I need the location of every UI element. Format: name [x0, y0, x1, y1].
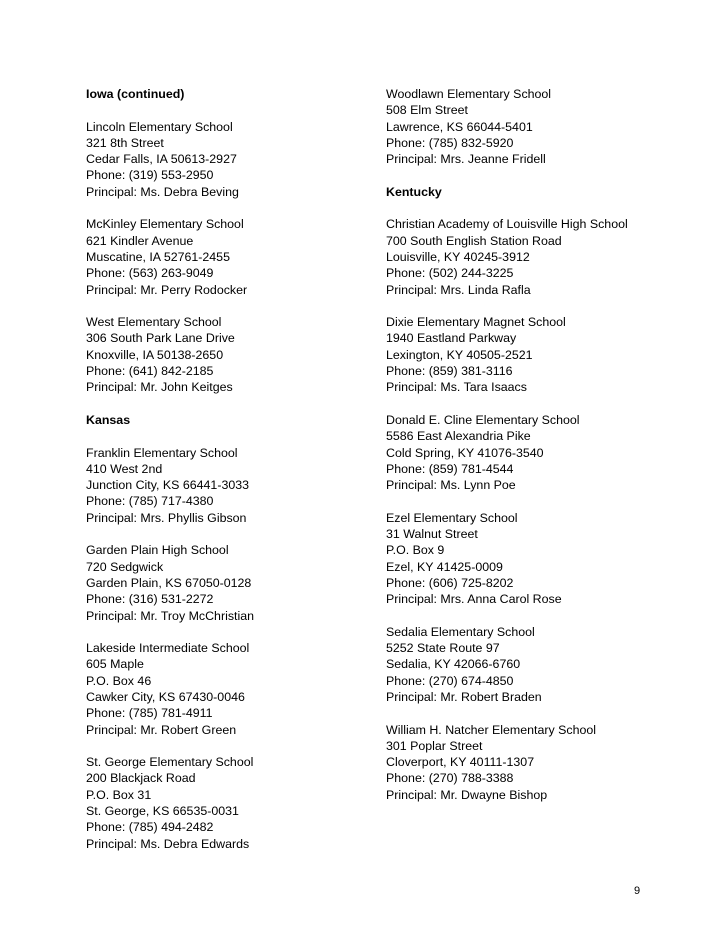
school-city: Lexington, KY 40505-2521: [386, 347, 533, 362]
school-address-line: 508 Elm Street: [386, 103, 468, 118]
school-address-line: 605 Maple: [86, 657, 144, 672]
school-entry: [86, 542, 376, 623]
school-entry: [386, 722, 706, 803]
school-address-line: P.O. Box 46: [86, 673, 152, 688]
school-entry: [386, 86, 706, 167]
school-phone: Phone: (563) 263-9049: [86, 266, 214, 281]
school-phone: Phone: (319) 553-2950: [86, 168, 214, 183]
page-number: 9: [634, 885, 641, 897]
school-entry: [86, 314, 376, 395]
school-phone: Phone: (641) 842-2185: [86, 364, 214, 379]
school-address-line: 306 South Park Lane Drive: [86, 331, 235, 346]
school-principal: Principal: Mr. Troy McChristian: [86, 608, 254, 623]
school-name: Donald E. Cline Elementary School: [386, 412, 580, 427]
school-name: Woodlawn Elementary School: [386, 87, 552, 101]
school-principal: Principal: Ms. Tara Isaacs: [386, 380, 527, 395]
school-city: Louisville, KY 40245-3912: [386, 249, 530, 264]
school-name: Garden Plain High School: [86, 543, 229, 558]
school-address-line: 5586 East Alexandria Pike: [386, 429, 531, 444]
school-entry: [386, 624, 706, 705]
school-principal: Principal: Mr. Robert Braden: [386, 689, 542, 704]
school-name: Christian Academy of Louisville High School: [386, 217, 628, 232]
school-address-line: P.O. Box 31: [86, 787, 152, 802]
school-principal: Principal: Mrs. Jeanne Fridell: [386, 152, 546, 167]
school-entry: [386, 412, 706, 493]
school-name: Dixie Elementary Magnet School: [386, 315, 566, 330]
school-phone: Phone: (502) 244-3225: [386, 266, 514, 281]
continued-state-heading: Iowa (continued): [86, 87, 185, 101]
school-address-line: 700 South English Station Road: [386, 233, 562, 248]
school-principal: Principal: Ms. Debra Beving: [86, 184, 239, 199]
school-principal: Principal: Ms. Debra Edwards: [86, 836, 250, 851]
school-principal: Principal: Mrs. Linda Rafla: [386, 282, 531, 297]
school-name: Franklin Elementary School: [86, 445, 238, 460]
school-phone: Phone: (785) 494-2482: [86, 820, 214, 835]
school-name: Sedalia Elementary School: [386, 624, 535, 639]
school-entry: [86, 754, 376, 852]
school-principal: Principal: Mr. John Keitges: [86, 380, 233, 395]
school-address-line: 1940 Eastland Parkway: [386, 331, 517, 346]
school-principal: Principal: Mr. Dwayne Bishop: [386, 787, 548, 802]
school-address-line: 301 Poplar Street: [386, 738, 483, 753]
school-city: Cedar Falls, IA 50613-2927: [86, 152, 237, 167]
school-entry: [386, 216, 706, 297]
school-address-line: 720 Sedgwick: [86, 559, 164, 574]
school-city: St. George, KS 66535-0031: [86, 804, 239, 819]
school-name: Ezel Elementary School: [386, 510, 518, 525]
school-entry: [86, 119, 376, 200]
school-city: Junction City, KS 66441-3033: [86, 478, 250, 493]
school-city: Garden Plain, KS 67050-0128: [86, 575, 252, 590]
school-city: Sedalia, KY 42066-6760: [386, 657, 521, 672]
school-phone: Phone: (270) 788-3388: [386, 771, 514, 786]
school-entry: [386, 314, 706, 395]
school-phone: Phone: (859) 381-3116: [386, 364, 513, 379]
school-name: Lakeside Intermediate School: [86, 641, 250, 656]
school-city: Muscatine, IA 52761-2455: [86, 249, 230, 264]
school-phone: Phone: (785) 781-4911: [86, 706, 213, 721]
school-city: Ezel, KY 41425-0009: [386, 559, 503, 574]
state-heading: Kentucky: [386, 184, 442, 199]
school-principal: Principal: Mr. Robert Green: [86, 722, 237, 737]
school-address-line: 200 Blackjack Road: [86, 771, 196, 786]
school-entry: [86, 216, 376, 297]
school-name: St. George Elementary School: [86, 755, 254, 770]
school-phone: Phone: (270) 674-4850: [386, 673, 514, 688]
school-entry: [86, 445, 376, 526]
school-address-line: 321 8th Street: [86, 135, 164, 150]
school-entry: [86, 640, 376, 738]
school-city: Lawrence, KS 66044-5401: [386, 119, 533, 134]
school-address-line: P.O. Box 9: [386, 543, 445, 558]
school-address-line: 31 Walnut Street: [386, 527, 478, 542]
school-city: Knoxville, IA 50138-2650: [86, 347, 224, 362]
school-principal: Principal: Ms. Lynn Poe: [386, 478, 516, 493]
school-name: West Elementary School: [86, 315, 222, 330]
state-heading: Kansas: [86, 412, 131, 427]
school-principal: Principal: Mrs. Phyllis Gibson: [86, 510, 247, 525]
school-entry: [386, 510, 706, 608]
school-phone: Phone: (785) 717-4380: [86, 494, 214, 509]
school-name: McKinley Elementary School: [86, 217, 244, 232]
school-phone: Phone: (859) 781-4544: [386, 461, 514, 476]
left-column: [86, 86, 376, 868]
school-city: Cloverport, KY 40111-1307: [386, 755, 535, 770]
school-address-line: 410 West 2nd: [86, 461, 163, 476]
school-address-line: 621 Kindler Avenue: [86, 233, 194, 248]
school-principal: Principal: Mrs. Anna Carol Rose: [386, 592, 562, 607]
school-city: Cawker City, KS 67430-0046: [86, 689, 245, 704]
school-name: William H. Natcher Elementary School: [386, 722, 597, 737]
school-phone: Phone: (785) 832-5920: [386, 135, 514, 150]
school-phone: Phone: (316) 531-2272: [86, 592, 214, 607]
school-name: Lincoln Elementary School: [86, 119, 233, 134]
school-city: Cold Spring, KY 41076-3540: [386, 445, 544, 460]
right-column: [386, 86, 706, 819]
school-address-line: 5252 State Route 97: [386, 641, 500, 656]
school-principal: Principal: Mr. Perry Rodocker: [86, 282, 248, 297]
school-phone: Phone: (606) 725-8202: [386, 575, 514, 590]
